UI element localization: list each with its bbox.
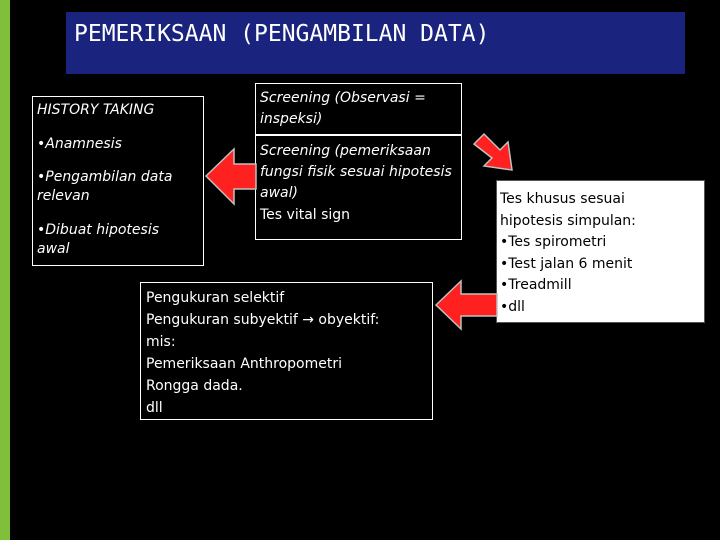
pengukuran-line1: Pengukuran selektif bbox=[146, 290, 285, 306]
pengukuran-line5: Rongga dada. bbox=[146, 378, 243, 394]
history-taking-box bbox=[32, 96, 204, 266]
pengukuran-line4: Pemeriksaan Anthropometri bbox=[146, 356, 342, 372]
tes-line5: •Treadmill bbox=[500, 277, 572, 293]
pengukuran-box bbox=[140, 282, 433, 420]
tes-line6: •dll bbox=[500, 299, 525, 315]
screening2-line2: fungsi fisik sesuai hipotesis bbox=[260, 164, 452, 180]
screening1-line1: Screening (Observasi = bbox=[260, 90, 426, 106]
pengukuran-line2 bbox=[146, 309, 379, 331]
title-banner bbox=[66, 12, 685, 74]
screening1-line2: inspeksi) bbox=[260, 111, 323, 127]
screening2-line4: Tes vital sign bbox=[260, 207, 351, 223]
pengukuran-line2-part1: Pengukuran subyektif bbox=[146, 312, 303, 328]
tes-khusus-box bbox=[496, 180, 705, 323]
tes-line2: hipotesis simpulan: bbox=[500, 213, 636, 229]
accent-bar bbox=[0, 0, 10, 540]
tes-line4: •Test jalan 6 menit bbox=[500, 256, 633, 272]
history-item-hipotesis-line2: awal bbox=[37, 241, 70, 257]
screening2-line3: awal) bbox=[260, 185, 298, 201]
arrow-diagonal-icon bbox=[468, 122, 520, 176]
tes-line1: Tes khusus sesuai bbox=[500, 191, 625, 207]
screening-observasi-box bbox=[255, 83, 462, 135]
history-item-data-line2: relevan bbox=[37, 188, 90, 204]
page-title: PEMERIKSAAN (PENGAMBILAN DATA) bbox=[74, 21, 490, 47]
history-item-data-line1: •Pengambilan data bbox=[37, 169, 173, 185]
screening-pemeriksaan-box bbox=[255, 135, 462, 240]
arrow-right-icon: → bbox=[302, 312, 314, 328]
arrow-left-icon bbox=[433, 278, 501, 334]
pengukuran-line3: mis: bbox=[146, 334, 176, 350]
history-heading: HISTORY TAKING bbox=[37, 102, 155, 118]
arrow-left-icon bbox=[204, 147, 264, 207]
pengukuran-line2-part2: obyektif: bbox=[313, 312, 380, 328]
history-item-hipotesis-line1: •Dibuat hipotesis bbox=[37, 222, 160, 238]
tes-line3: •Tes spirometri bbox=[500, 234, 607, 250]
history-item-anamnesis: •Anamnesis bbox=[37, 136, 122, 152]
screening2-line1: Screening (pemeriksaan bbox=[260, 143, 431, 159]
pengukuran-line6: dll bbox=[146, 400, 163, 416]
